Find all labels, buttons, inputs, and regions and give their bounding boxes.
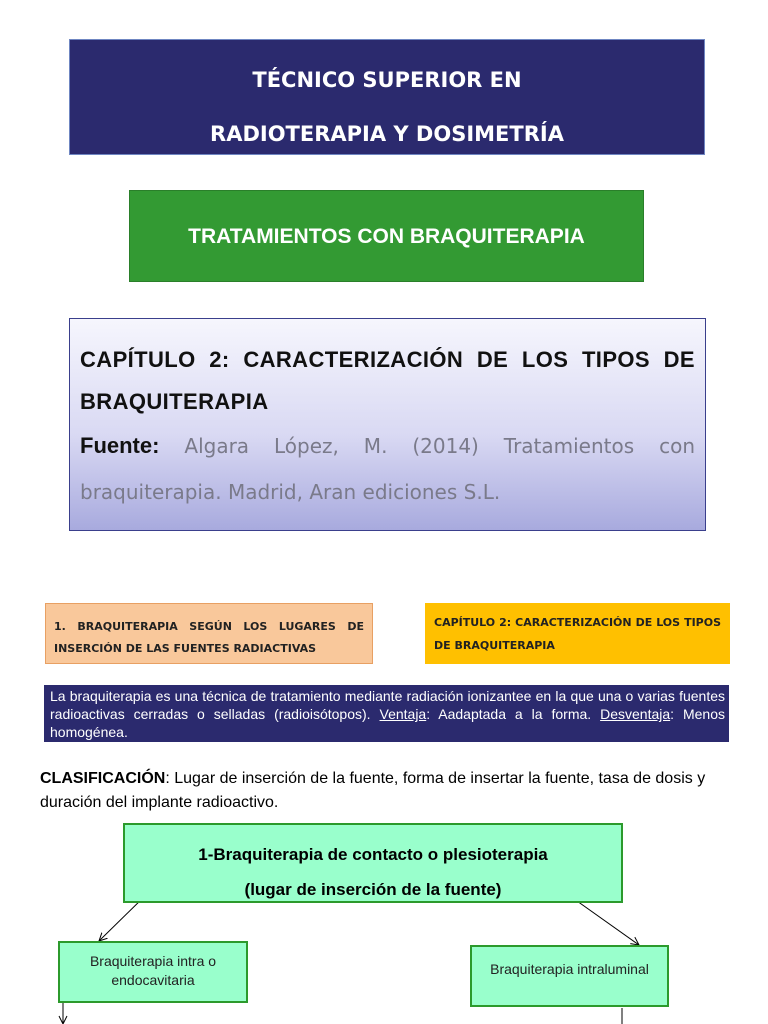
disadvantage-label: Desventaja [600,706,671,722]
root-node-line1: 1-Braquiterapia de contacto o plesioterapia [198,845,548,864]
definition-text: La braquiterapia es una técnica de tratamiento mediante radiación ionizantee en la que una o varias fuentes radioactivas cerradas o selladas (radioisótopos). [50,688,725,722]
chapter-tag-box: CAPÍTULO 2: CARACTERIZACIÓN DE LOS TIPOS DE BRAQUITERAPIA [425,603,730,664]
classification-text: : Lugar de inserción de la fuente, forma de insertar la fuente, tasa de dosis y duración del implante radioactivo. [40,770,706,811]
course-title-line2: RADIOTERAPIA Y DOSIMETRÍA [210,122,564,146]
chapter-title: CAPÍTULO 2: CARACTERIZACIÓN DE LOS TIPOS DE BRAQUITERAPIA [80,347,695,414]
advantage-text: : Aadaptada a la forma. [426,706,592,722]
source-label: Fuente: [80,433,160,458]
root-node-line2: (lugar de inserción de la fuente) [244,880,502,899]
classification-label: CLASIFICACIÓN [40,770,166,787]
course-title-line1: TÉCNICO SUPERIOR EN [252,68,522,92]
module-title-banner: TRATAMIENTOS CON BRAQUITERAPIA [129,190,644,282]
advantage-label: Ventaja [379,706,427,722]
diagram-root-node [123,823,623,903]
section-heading-box: 1. BRAQUITERAPIA SEGÚN LOS LUGARES DE INSERCIÓN DE LAS FUENTES RADIACTIVAS [45,603,373,664]
diagram-left-node: Braquiterapia intra o endocavitaria [58,941,248,1003]
disadvantage-text: : Menos homogénea. [50,706,726,740]
source-citation: Algara López, M. (2014) Tratamientos con braquiterapia. Madrid, Aran ediciones S.L. [80,434,696,504]
arrow-to-right-node [577,901,639,945]
diagram-right-node: Braquiterapia intraluminal [470,945,669,1007]
